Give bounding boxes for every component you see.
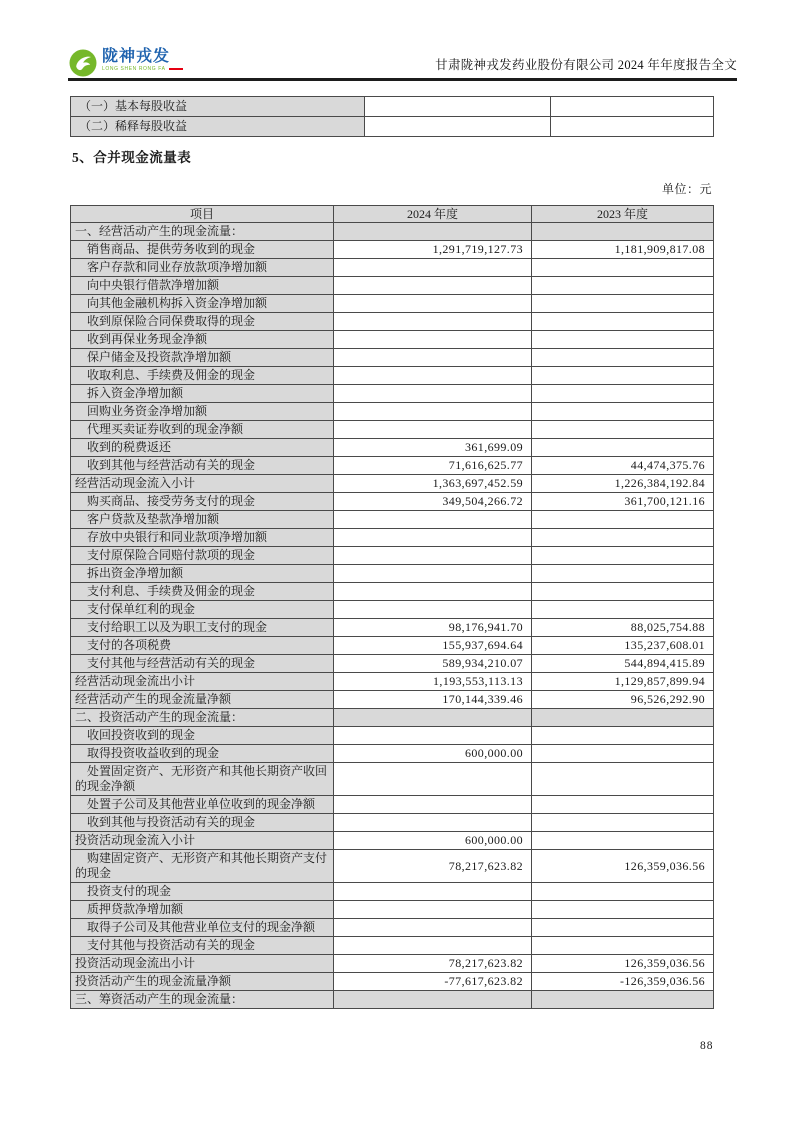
row-label: 支付保单红利的现金 <box>71 601 334 619</box>
row-value-2023 <box>532 385 714 403</box>
table-row <box>71 277 714 295</box>
row-value-2024 <box>334 259 532 277</box>
row-value-2023 <box>532 583 714 601</box>
row-value-2024 <box>334 349 532 367</box>
table-row <box>71 457 714 475</box>
table-row <box>71 814 714 832</box>
row-label: 购买商品、接受劳务支付的现金 <box>71 493 334 511</box>
row-value-2024 <box>334 937 532 955</box>
table-row <box>71 709 714 727</box>
table-row <box>71 421 714 439</box>
table-row <box>71 565 714 583</box>
row-value-2023 <box>532 313 714 331</box>
row-value-2024 <box>334 565 532 583</box>
table-row <box>71 619 714 637</box>
row-value-2023 <box>532 259 714 277</box>
row-value-2024: 1,363,697,452.59 <box>334 475 532 493</box>
row-label: 投资活动现金流出小计 <box>71 955 334 973</box>
row-value-2023 <box>532 763 714 796</box>
row-label: （一）基本每股收益 <box>71 97 365 117</box>
row-label: 取得子公司及其他营业单位支付的现金净额 <box>71 919 334 937</box>
row-label: 投资活动产生的现金流量净额 <box>71 973 334 991</box>
row-value-2023 <box>532 919 714 937</box>
row-value-2023 <box>532 349 714 367</box>
row-label: 收到原保险合同保费取得的现金 <box>71 313 334 331</box>
row-value-2023: 126,359,036.56 <box>532 955 714 973</box>
row-label: 向其他金融机构拆入资金净增加额 <box>71 295 334 313</box>
row-value-2024 <box>334 529 532 547</box>
row-value-2023: -126,359,036.56 <box>532 973 714 991</box>
row-value-2024: 600,000.00 <box>334 832 532 850</box>
row-value-2023 <box>532 511 714 529</box>
row-value-2024 <box>365 117 551 137</box>
row-value-2023: 544,894,415.89 <box>532 655 714 673</box>
row-value-2024 <box>334 814 532 832</box>
row-label: 存放中央银行和同业款项净增加额 <box>71 529 334 547</box>
row-label: 客户贷款及垫款净增加额 <box>71 511 334 529</box>
row-value-2024: 361,699.09 <box>334 439 532 457</box>
row-value-2023 <box>532 277 714 295</box>
row-label: 处置固定资产、无形资产和其他长期资产收回的现金净额 <box>71 763 334 796</box>
table-row <box>71 439 714 457</box>
row-value-2024 <box>334 601 532 619</box>
table-row <box>71 367 714 385</box>
table-row <box>71 691 714 709</box>
table-row <box>71 991 714 1009</box>
table-row <box>71 883 714 901</box>
logo-chinese-name: 陇神戎发 <box>102 48 171 65</box>
row-value-2024 <box>334 367 532 385</box>
table-row <box>71 403 714 421</box>
row-label: 购建固定资产、无形资产和其他长期资产支付的现金 <box>71 850 334 883</box>
row-label: 取得投资收益收到的现金 <box>71 745 334 763</box>
page-number: 88 <box>700 1040 714 1052</box>
header-divider <box>68 78 737 81</box>
table-row <box>71 745 714 763</box>
row-value-2023 <box>551 97 714 117</box>
row-label: 收取利息、手续费及佣金的现金 <box>71 367 334 385</box>
report-title: 甘肃陇神戎发药业股份有限公司 2024 年年度报告全文 <box>435 58 737 72</box>
row-value-2024: 349,504,266.72 <box>334 493 532 511</box>
row-value-2024: -77,617,623.82 <box>334 973 532 991</box>
unit-label: 单位：元 <box>661 182 712 196</box>
row-value-2023 <box>532 565 714 583</box>
logo-subline <box>102 66 183 72</box>
row-label: 支付的各项税费 <box>71 637 334 655</box>
table-row <box>71 313 714 331</box>
row-value-2023: 88,025,754.88 <box>532 619 714 637</box>
table-row <box>71 973 714 991</box>
row-value-2024 <box>365 97 551 117</box>
row-value-2024 <box>334 295 532 313</box>
table-row <box>71 223 714 241</box>
table-row <box>71 955 714 973</box>
row-label: 一、经营活动产生的现金流量： <box>71 223 334 241</box>
row-label: 支付其他与投资活动有关的现金 <box>71 937 334 955</box>
row-value-2024 <box>334 583 532 601</box>
logo-text <box>102 48 183 72</box>
row-value-2024: 600,000.00 <box>334 745 532 763</box>
row-value-2024 <box>334 403 532 421</box>
table-row <box>71 601 714 619</box>
row-value-2023 <box>532 991 714 1009</box>
row-value-2023: 96,526,292.90 <box>532 691 714 709</box>
row-value-2023 <box>532 709 714 727</box>
col-header-item: 项目 <box>71 206 334 223</box>
row-value-2023 <box>532 223 714 241</box>
row-label: 经营活动产生的现金流量净额 <box>71 691 334 709</box>
table-row <box>71 331 714 349</box>
row-value-2023 <box>532 367 714 385</box>
row-label: 经营活动现金流出小计 <box>71 673 334 691</box>
row-value-2023 <box>532 529 714 547</box>
row-value-2024 <box>334 223 532 241</box>
row-label: 客户存款和同业存放款项净增加额 <box>71 259 334 277</box>
row-value-2024 <box>334 331 532 349</box>
row-label: 收到其他与投资活动有关的现金 <box>71 814 334 832</box>
row-label: 支付其他与经营活动有关的现金 <box>71 655 334 673</box>
row-value-2024 <box>334 796 532 814</box>
table-row <box>71 295 714 313</box>
row-value-2024: 1,291,719,127.73 <box>334 241 532 259</box>
table-row <box>71 475 714 493</box>
row-value-2023 <box>532 547 714 565</box>
row-label: 质押贷款净增加额 <box>71 901 334 919</box>
table-row <box>71 763 714 796</box>
row-value-2024 <box>334 763 532 796</box>
table-row <box>71 259 714 277</box>
row-value-2023 <box>532 439 714 457</box>
table-row <box>71 937 714 955</box>
row-value-2024: 1,193,553,113.13 <box>334 673 532 691</box>
row-value-2024: 98,176,941.70 <box>334 619 532 637</box>
row-value-2023: 361,700,121.16 <box>532 493 714 511</box>
table-row <box>71 493 714 511</box>
table-row <box>71 117 714 137</box>
table-row <box>71 349 714 367</box>
row-value-2024 <box>334 511 532 529</box>
row-value-2024 <box>334 277 532 295</box>
table-row <box>71 547 714 565</box>
row-value-2024 <box>334 313 532 331</box>
table-row <box>71 901 714 919</box>
row-value-2024 <box>334 919 532 937</box>
logo-english-name: LONG SHEN RONG FA <box>102 66 166 72</box>
table-row <box>71 583 714 601</box>
row-label: 收回投资收到的现金 <box>71 727 334 745</box>
row-value-2024 <box>334 421 532 439</box>
col-header-2024: 2024 年度 <box>334 206 532 223</box>
row-value-2023 <box>532 331 714 349</box>
row-value-2023 <box>532 832 714 850</box>
row-value-2023 <box>532 814 714 832</box>
row-value-2024 <box>334 547 532 565</box>
row-value-2023 <box>532 901 714 919</box>
row-value-2023 <box>532 295 714 313</box>
row-value-2023: 1,226,384,192.84 <box>532 475 714 493</box>
row-value-2024: 589,934,210.07 <box>334 655 532 673</box>
row-label: 拆出资金净增加额 <box>71 565 334 583</box>
row-value-2023 <box>551 117 714 137</box>
company-logo <box>68 48 183 78</box>
row-value-2023: 1,129,857,899.94 <box>532 673 714 691</box>
row-label: 处置子公司及其他营业单位收到的现金净额 <box>71 796 334 814</box>
row-label: 经营活动现金流入小计 <box>71 475 334 493</box>
table-row <box>71 832 714 850</box>
row-label: 收到其他与经营活动有关的现金 <box>71 457 334 475</box>
row-value-2024 <box>334 883 532 901</box>
row-value-2024: 78,217,623.82 <box>334 850 532 883</box>
logo-red-line <box>169 68 183 70</box>
row-label: 投资支付的现金 <box>71 883 334 901</box>
row-label: 支付利息、手续费及佣金的现金 <box>71 583 334 601</box>
table-header-row <box>71 206 714 223</box>
row-value-2023 <box>532 601 714 619</box>
table-row <box>71 637 714 655</box>
row-label: 向中央银行借款净增加额 <box>71 277 334 295</box>
logo-leaf-icon <box>68 48 98 78</box>
row-label: 拆入资金净增加额 <box>71 385 334 403</box>
row-label: 代理买卖证券收到的现金净额 <box>71 421 334 439</box>
row-label: 支付原保险合同赔付款项的现金 <box>71 547 334 565</box>
row-value-2023 <box>532 796 714 814</box>
row-label: 销售商品、提供劳务收到的现金 <box>71 241 334 259</box>
row-value-2024 <box>334 385 532 403</box>
row-value-2023 <box>532 745 714 763</box>
cashflow-table <box>70 205 714 1009</box>
row-value-2024 <box>334 709 532 727</box>
row-value-2023 <box>532 403 714 421</box>
row-value-2023: 126,359,036.56 <box>532 850 714 883</box>
row-value-2023 <box>532 727 714 745</box>
row-value-2024 <box>334 901 532 919</box>
table-row <box>71 673 714 691</box>
table-row <box>71 919 714 937</box>
table-row <box>71 796 714 814</box>
row-value-2024 <box>334 991 532 1009</box>
page-header <box>68 46 737 80</box>
row-value-2024 <box>334 727 532 745</box>
row-value-2023 <box>532 421 714 439</box>
row-label: 回购业务资金净增加额 <box>71 403 334 421</box>
row-label: 三、筹资活动产生的现金流量： <box>71 991 334 1009</box>
row-value-2023 <box>532 937 714 955</box>
row-value-2023: 1,181,909,817.08 <box>532 241 714 259</box>
table-row <box>71 850 714 883</box>
row-label: （二）稀释每股收益 <box>71 117 365 137</box>
col-header-2023: 2023 年度 <box>532 206 714 223</box>
row-value-2024: 155,937,694.64 <box>334 637 532 655</box>
table-row <box>71 655 714 673</box>
row-label: 投资活动现金流入小计 <box>71 832 334 850</box>
table-row <box>71 241 714 259</box>
table-row <box>71 529 714 547</box>
row-value-2024: 170,144,339.46 <box>334 691 532 709</box>
row-value-2023 <box>532 883 714 901</box>
row-value-2023: 44,474,375.76 <box>532 457 714 475</box>
table-row <box>71 727 714 745</box>
row-label: 收到再保业务现金净额 <box>71 331 334 349</box>
eps-table <box>70 96 714 137</box>
row-label: 支付给职工以及为职工支付的现金 <box>71 619 334 637</box>
row-label: 收到的税费返还 <box>71 439 334 457</box>
section-title: 5、合并现金流量表 <box>72 150 192 165</box>
row-value-2023: 135,237,608.01 <box>532 637 714 655</box>
row-label: 保户储金及投资款净增加额 <box>71 349 334 367</box>
table-row <box>71 511 714 529</box>
table-row <box>71 97 714 117</box>
row-value-2024: 71,616,625.77 <box>334 457 532 475</box>
table-row <box>71 385 714 403</box>
row-value-2024: 78,217,623.82 <box>334 955 532 973</box>
row-label: 二、投资活动产生的现金流量： <box>71 709 334 727</box>
